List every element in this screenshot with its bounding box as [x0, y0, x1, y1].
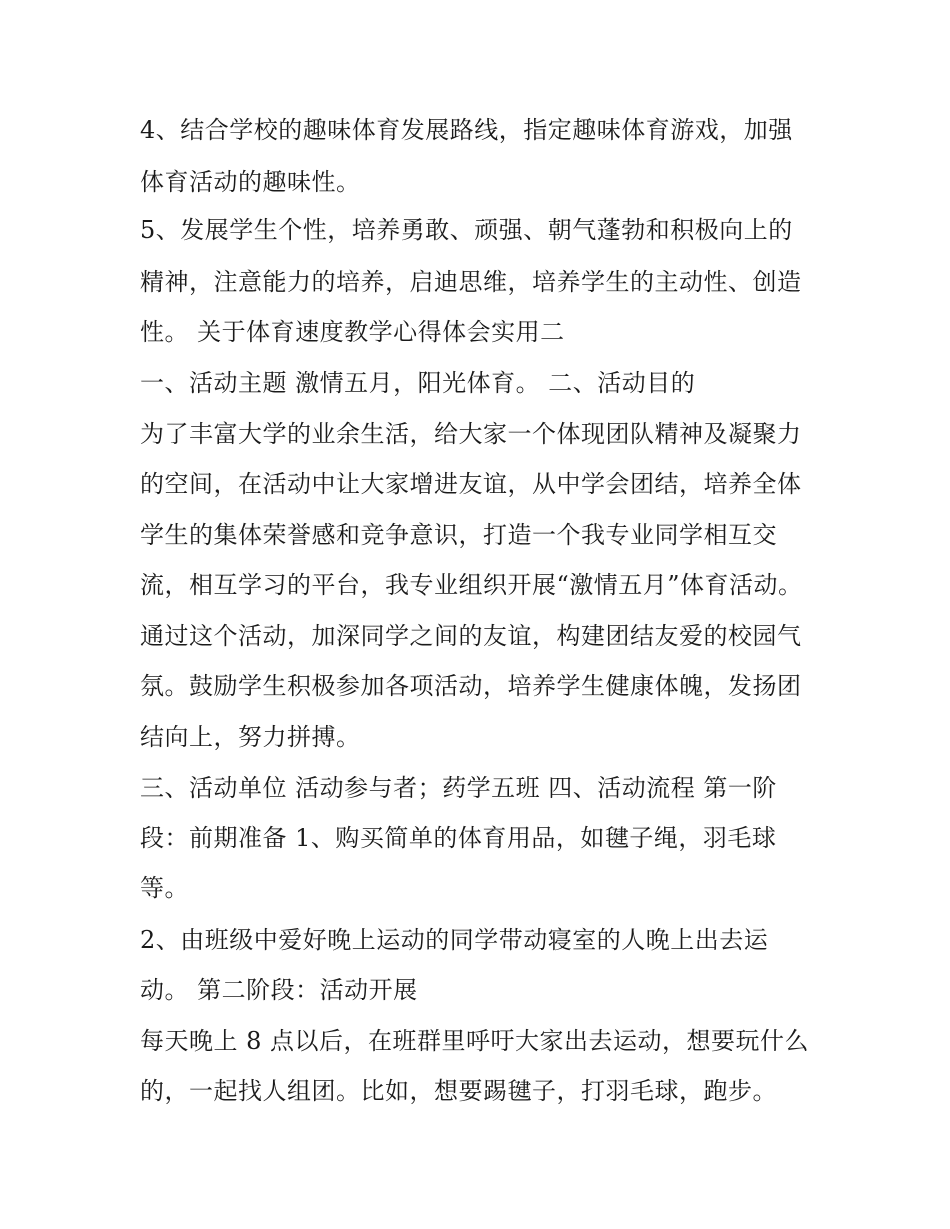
text-line: 5、发展学生个性，培养勇敢、顽强、朝气蓬勃和积极向上的	[140, 216, 793, 244]
text-line: 每天晚上 8 点以后，在班群里呼吁大家出去运动，想要玩什么	[140, 1027, 810, 1055]
text-line: 流，相互学习的平台，我专业组织开展“激情五月”体育活动。	[140, 571, 803, 599]
text-line: 一、活动主题 激情五月，阳光体育。 二、活动目的	[140, 369, 696, 397]
text-line: 通过这个活动，加深同学之间的友谊，构建团结友爱的校园气	[140, 622, 802, 650]
text-line: 结向上，努力拼搏。	[140, 723, 361, 751]
text-line: 2、由班级中爱好晚上运动的同学带动寝室的人晚上出去运	[140, 926, 769, 954]
text-line: 体育活动的趣味性。	[140, 168, 361, 196]
text-line: 性。 关于体育速度教学心得体会实用二	[140, 318, 565, 346]
text-line: 三、活动单位 活动参与者；药学五班 四、活动流程 第一阶	[140, 774, 777, 802]
text-line: 的空间，在活动中让大家增进友谊，从中学会团结，培养全体	[140, 470, 802, 498]
text-line: 氛。鼓励学生积极参加各项活动，培养学生健康体魄，发扬团	[140, 672, 802, 700]
text-line: 学生的集体荣誉感和竞争意识，打造一个我专业同学相互交	[140, 521, 777, 549]
text-line: 段：前期准备 1、购买简单的体育用品，如毽子绳，羽毛球	[140, 824, 777, 852]
text-line: 为了丰富大学的业余生活，给大家一个体现团队精神及凝聚力	[140, 420, 802, 448]
text-line: 的，一起找人组团。比如，想要踢毽子，打羽毛球，跑步。	[140, 1077, 777, 1105]
text-line: 精神，注意能力的培养，启迪思维，培养学生的主动性、创造	[140, 268, 802, 296]
text-line: 4、结合学校的趣味体育发展路线，指定趣味体育游戏，加强	[140, 116, 793, 144]
text-line: 动。 第二阶段：活动开展	[140, 976, 418, 1004]
text-line: 等。	[140, 874, 189, 902]
